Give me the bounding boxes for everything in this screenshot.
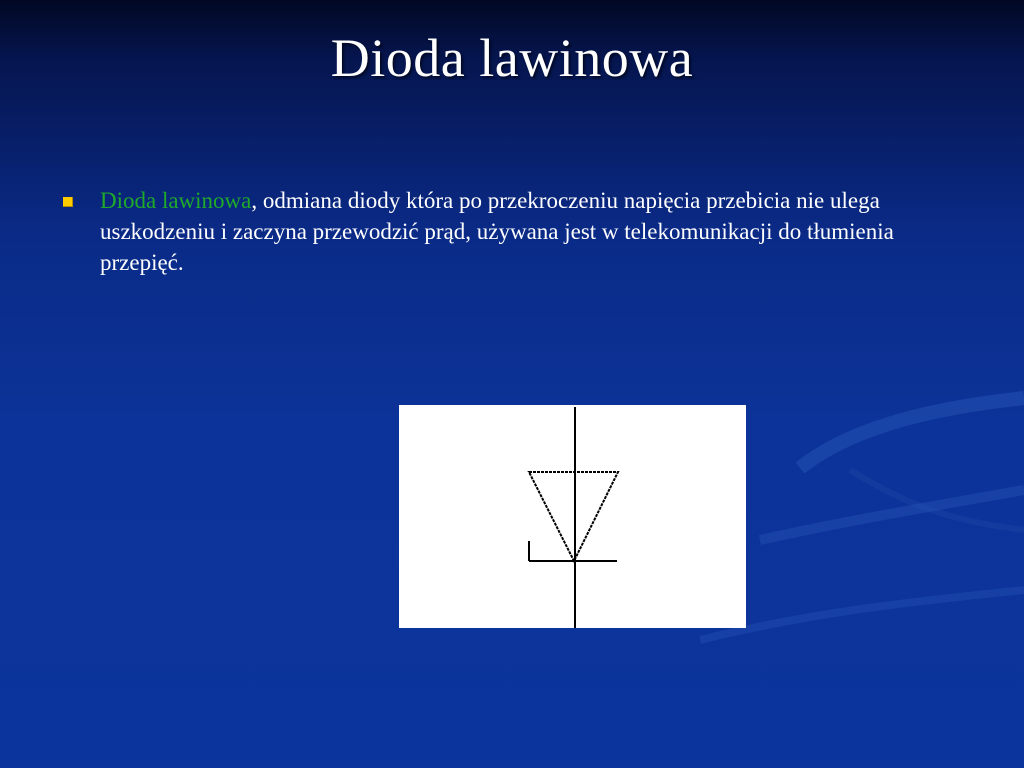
bullet-item	[58, 185, 958, 278]
avalanche-diode-symbol-icon	[399, 405, 746, 628]
square-bullet-icon	[63, 197, 73, 207]
bullet-text: , odmiana diody która po przekroczeniu napięcia przebicia nie ulega uszkodzeniu i zaczyna przewodzić prąd, używana jest w telekomunikacji do tłumienia przepięć.	[100, 188, 894, 275]
term-link-dioda-lawinowa[interactable]: Dioda lawinowa	[100, 188, 252, 213]
slide-title: Dioda lawinowa	[330, 28, 694, 88]
bullet-list	[58, 185, 958, 278]
